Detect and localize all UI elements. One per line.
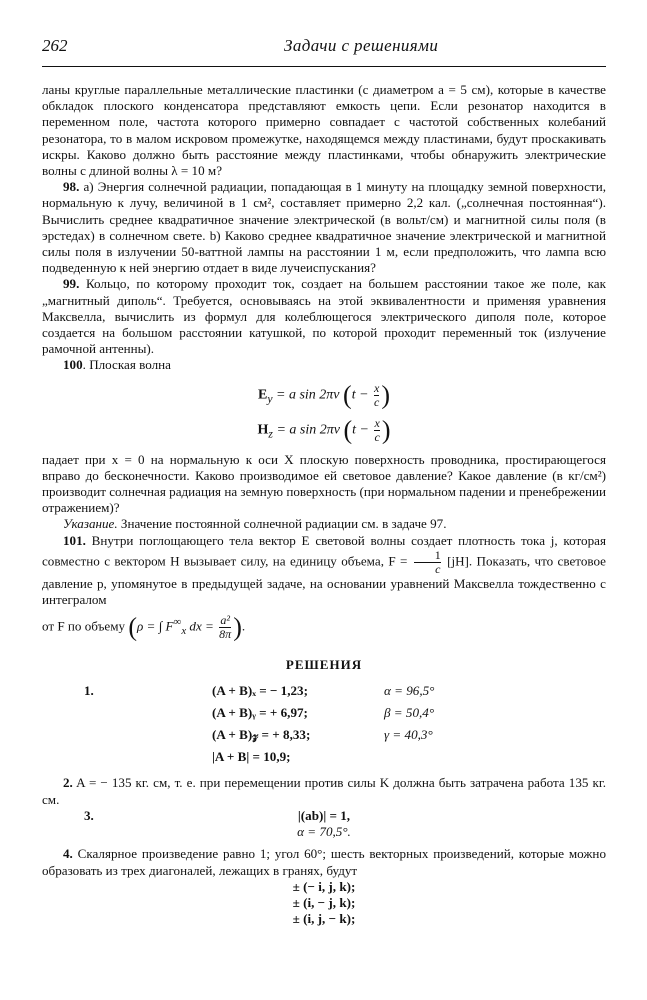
problem-100-hint: Указание. Значение постоянной солнечной радиации см. в задаче 97. (63, 516, 447, 532)
fraction-a2-over-8pi: $\frac{\text{a²}}{8\pi}$ (219, 613, 232, 642)
fraction-x-over-c: $\frac{x}{c}$ (374, 380, 380, 409)
solution-2: 2. A = − 135 кг. см, т. е. при перемещении против силы K должна быть затрачена работа 135 кг. см. (42, 775, 606, 807)
wave-equations (42, 382, 606, 444)
fraction-x-over-c: $\frac{x}{c}$ (374, 415, 380, 444)
problem-99 (42, 276, 606, 357)
solution-4-line: ± (i, − j, k); (292, 894, 356, 910)
body-text (42, 82, 606, 927)
solution-3: 3. |(ab)| = 1, α = 70,5°. (84, 807, 351, 840)
solution-1 (42, 683, 606, 775)
page-number: 262 (42, 36, 68, 55)
integral-line: от F по объему (ρ = ∫ $F^\infty_x$ dx = $\frac{\text{a²}}{8\pi}$ ). (42, 612, 246, 642)
problem-100 (42, 357, 606, 373)
paragraph-continuation: ланы круглые параллельные металлические пластинки (с диаметром a = 5 см), которые в качестве обкладок плоского конденсатора представляют емкость цепи. Если резонатор находится в переменном поле, частота которого примерно совпадает с частотой собственных колебаний резонатора, то в малом искровом промежутке, находящемся между пластинами, будут проскакивать искры. Каково должно быть расстояние между пластинками, чтобы обнаружить электрические волны с длиной волны λ = 10 м? (42, 82, 606, 179)
solution-row: (A + B)𝓏 = + 8,33; γ = 40,3° (212, 727, 433, 743)
problem-101: 101. Внутри поглощающего тела вектор E световой волны создает плотность тока j, которая совместно с вектором H вызывает силу, на единицу объема, F = $\frac{1}{c}$ [jH]. Показать, что световое давление p, упомянутое в предыдущей задаче, на основании уравнений Максвелла тождественно с интегралом (42, 532, 606, 608)
problem-100-number: 100 (63, 357, 83, 373)
equation-h: $H_z = a$ sin 2πν (t − $\frac{x}{c}$ ) (257, 415, 391, 445)
solution-row: (A + B)ᵧ = + 6,97; β = 50,4° (212, 705, 435, 721)
problem-99-number: 99. (63, 276, 80, 292)
header-rule (42, 66, 606, 67)
problem-98-text: а) Энергия солнечной радиации, попадающая в 1 минуту на площадку земной поверхности, нормальную к лучу, величиной в 1 см², составляет примерно 2,2 кал. („солнечная постоянная“). Вычислить среднее квадратичное значение электрической (в вольт/см) и магнитной силы поля (в эрстедах) в солнечном свете. b) Каково среднее квадратичное значение электрической и магнитной силы поля в излучении 50-ваттной лампы на расстоянии 1 м, если предположить, что лампа всю подведенную к ней энергию отдает в виде лучеиспускания? (42, 179, 606, 276)
solution-row: (A + B)ₓ = − 1,23; α = 96,5° (212, 683, 435, 699)
solutions-title: РЕШЕНИЯ (285, 657, 363, 673)
solution-row: |A + B| = 10,9; (212, 749, 291, 765)
solution-1-number: 1. (84, 683, 94, 699)
page-header (42, 36, 606, 60)
problem-100-text: . Плоская волна (82, 357, 171, 373)
solution-4-line: ± (i, j, − k); (292, 911, 356, 927)
problem-99-text: Кольцо, по которому проходит ток, создает на большем расстоянии такое же поле, как „магнитный диполь“. Требуется, основываясь на этой эквивалентности и применяя уравнения Максвелла, вычислить из формул для колеблющегося электрического диполя поле, которое создается на большом расстоянии катушкой, по которой проходит переменный ток (излучение рамочной антенны). (42, 276, 606, 357)
fraction-one-over-c: $\frac{1}{c}$ (414, 549, 441, 576)
solution-4-line: ± (− i, j, k); (292, 878, 356, 894)
problem-100-after: падает при x = 0 на нормальную к оси X плоскую поверхность проводника, простирающегося вправо до бесконечности. Каково производимое ей световое давление? Какое давление (в кг/см²) производит солнечная радиация на земную поверхность (при нормальном падении и пренебрежении отражением)? (42, 451, 606, 516)
solution-4: 4. Скалярное произведение равно 1; угол 60°; шесть векторных произведений, которые можно образовать из трех диагоналей, лежащих в гранях, будут (42, 846, 606, 878)
problem-98 (42, 179, 606, 276)
problem-101-number: 101. (63, 532, 86, 548)
equation-e: $E_y = a$ sin 2πν (t − $\frac{x}{c}$ ) (257, 380, 391, 410)
problem-98-number: 98. (63, 179, 80, 195)
running-title: Задачи с решениями (284, 36, 439, 55)
